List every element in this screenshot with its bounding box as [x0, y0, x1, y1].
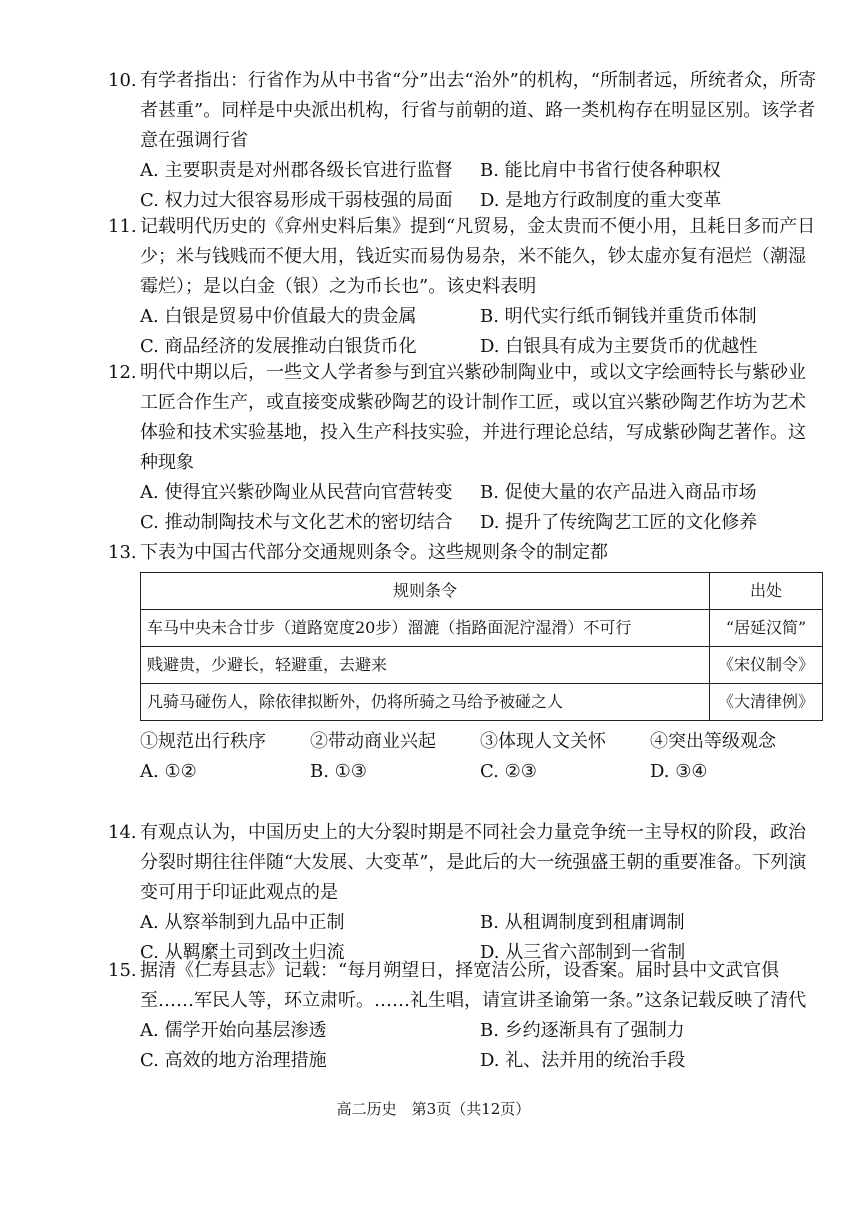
option-d[interactable]: D. ③④	[650, 761, 708, 782]
option-a[interactable]: A. 白银是贸易中价值最大的贵金属	[140, 306, 417, 327]
option-a[interactable]: A. 从察举制到九品中正制	[140, 912, 345, 933]
question-13	[108, 538, 820, 787]
option-c[interactable]: C. 推动制陶技术与文化艺术的密切结合	[140, 512, 453, 533]
question-number: 11.	[108, 216, 137, 237]
table-header-row	[141, 573, 823, 610]
question-number: 13.	[108, 542, 137, 563]
question-stem: 据清《仁寿县志》记载：“每月朔望日，择宽洁公所，设香案。届时县中文武官俱至……军民人等，环立肃听。……礼生唱，请宣讲圣谕第一条。”这条记载反映了清代	[140, 960, 807, 1011]
page-footer: 高二历史 第3页（共12页）	[336, 1100, 531, 1118]
table-cell-source: 《宋仪制令》	[710, 647, 823, 684]
question-stem: 有观点认为，中国历史上的大分裂时期是不同社会力量竞争统一主导权的阶段，政治分裂时期往往伴随“大发展、大变革”，是此后的大一统强盛王朝的重要准备。下列演变可用于印证此观点的是	[140, 822, 807, 903]
table-cell-rule: 车马中央未合廿步（道路宽度20步）溜漉（指路面泥泞湿滑）不可行	[141, 610, 710, 647]
question-stem: 记载明代历史的《弇州史料后集》提到“凡贸易，金太贵而不便小用，且耗日多而产日少；米与钱贱而不便大用，钱近实而易伪易杂，米不能久，钞太虚亦复有浥烂（潮湿霉烂）；是以白金（银）之为币长也”。该史料表明	[140, 216, 816, 297]
table-cell-source: “居延汉简”	[710, 610, 823, 647]
option-a[interactable]: A. ①②	[140, 761, 197, 782]
option-d[interactable]: D. 从三省六部制到一省制	[480, 942, 686, 963]
question-stem: 有学者指出：行省作为从中书省“分”出去“治外”的机构，“所制者远，所统者众，所寄者甚重”。同样是中央派出机构，行省与前朝的道、路一类机构存在明显区别。该学者意在强调行省	[140, 70, 817, 151]
question-number: 15.	[108, 960, 137, 981]
option-a[interactable]: A. 主要职责是对州郡各级长官进行监督	[140, 160, 453, 181]
option-c[interactable]: C. ②③	[480, 761, 537, 782]
options	[108, 156, 820, 216]
table-cell-rule: 贱避贵，少避长，轻避重，去避来	[141, 647, 710, 684]
option-b[interactable]: B. 能比肩中书省行使各种职权	[480, 160, 721, 181]
table-cell-rule: 凡骑马碰伤人，除依律拟断外，仍将所骑之马给予被碰之人	[141, 684, 710, 721]
question-stem: 明代中期以后，一些文人学者参与到宜兴紫砂制陶业中，或以文字绘画特长与紫砂业工匠合作生产，或直接变成紫砂陶艺的设计制作工匠，或以宜兴紫砂陶艺作坊为艺术体验和技术实验基地，投入生产科技实验，并进行理论总结，写成紫砂陶艺著作。这种现象	[140, 362, 806, 473]
option-b[interactable]: B. ①③	[310, 761, 367, 782]
option-c[interactable]: C. 商品经济的发展推动白银货币化	[140, 336, 417, 357]
options	[108, 757, 820, 787]
option-b[interactable]: B. 从租调制度到租庸调制	[480, 912, 685, 933]
question-11	[108, 212, 820, 362]
statement-2: ②带动商业兴起	[310, 731, 436, 752]
question-stem: 下表为中国古代部分交通规则条令。这些规则条令的制定都	[140, 542, 608, 563]
table-cell-source: 《大清律例》	[710, 684, 823, 721]
question-14	[108, 818, 820, 968]
statement-3: ③体现人文关怀	[480, 731, 606, 752]
question-12	[108, 358, 820, 538]
option-c[interactable]: C. 从羁縻土司到改土归流	[140, 942, 345, 963]
option-d[interactable]: D. 提升了传统陶艺工匠的文化修养	[480, 512, 758, 533]
question-number: 10.	[108, 70, 137, 91]
question-number: 14.	[108, 822, 137, 843]
option-a[interactable]: A. 使得宜兴紫砂陶业从民营向官营转变	[140, 482, 453, 503]
question-number: 12.	[108, 362, 137, 383]
option-d[interactable]: D. 是地方行政制度的重大变革	[480, 190, 722, 211]
table-header: 规则条令	[141, 573, 710, 610]
options	[108, 302, 820, 362]
question-10	[108, 66, 820, 216]
option-b[interactable]: B. 明代实行纸币铜钱并重货币体制	[480, 306, 757, 327]
option-b[interactable]: B. 乡约逐渐具有了强制力	[480, 1020, 685, 1041]
option-c[interactable]: C. 权力过大很容易形成干弱枝强的局面	[140, 190, 453, 211]
options	[108, 1016, 820, 1076]
option-d[interactable]: D. 白银具有成为主要货币的优越性	[480, 336, 758, 357]
statements	[108, 727, 820, 757]
statement-4: ④突出等级观念	[650, 731, 776, 752]
option-b[interactable]: B. 促使大量的农产品进入商品市场	[480, 482, 757, 503]
statement-1: ①规范出行秩序	[140, 731, 266, 752]
traffic-rules-table	[140, 572, 823, 721]
option-a[interactable]: A. 儒学开始向基层渗透	[140, 1020, 327, 1041]
table-header: 出处	[710, 573, 823, 610]
option-d[interactable]: D. 礼、法并用的统治手段	[480, 1050, 686, 1071]
table-row	[141, 610, 823, 647]
question-15	[108, 956, 820, 1076]
option-c[interactable]: C. 高效的地方治理措施	[140, 1050, 327, 1071]
options	[108, 478, 820, 538]
table-row	[141, 684, 823, 721]
table-row	[141, 647, 823, 684]
